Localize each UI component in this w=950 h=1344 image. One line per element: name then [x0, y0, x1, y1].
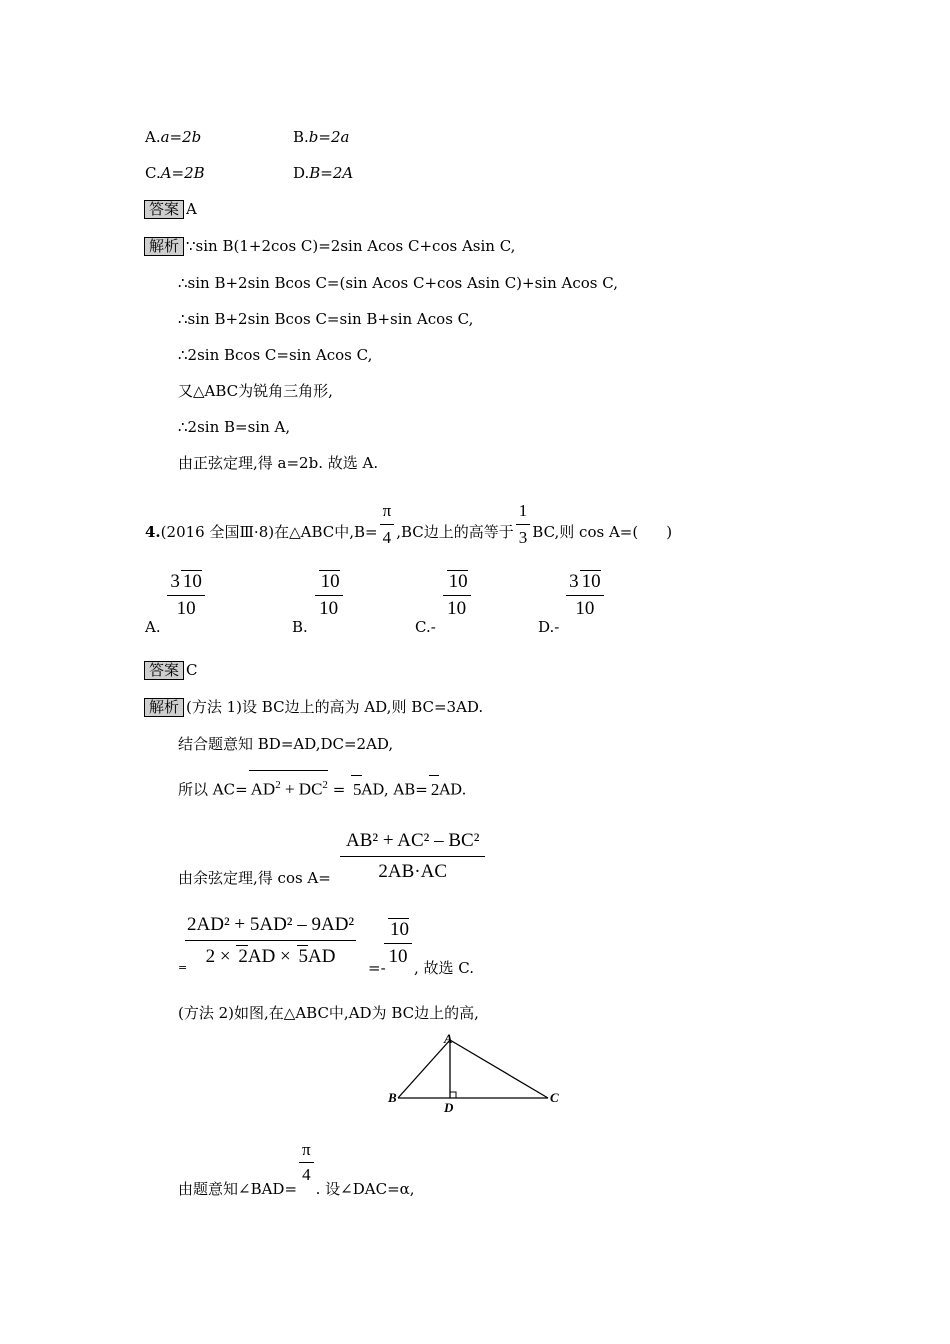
- q4-answer: 答案 C: [144, 660, 198, 680]
- q4-calc-result: $\frac{10}{10}$: [382, 918, 414, 968]
- q4-analysis-line-3: 所以 $AC= AD^2 + DC^2 = 5AD$, AB= 2AD.: [178, 770, 466, 804]
- q4-stem: 4.(2016 全国Ⅲ·8)在△ABC中,B= $\frac{\pi}{4}$ ,BC边上的高等于 $\frac{1}{3}$ BC,则 cos A=( ): [145, 501, 673, 547]
- q3-option-d: D.B=2A: [293, 164, 354, 182]
- q4-option-a: A. $\frac{3 10}{10}$: [145, 570, 207, 636]
- q4-calc-eq2: =-: [368, 959, 386, 977]
- q4-option-b: B. $\frac{10}{10}$: [292, 570, 345, 636]
- q4-calc-eq: =: [178, 961, 188, 974]
- answer-tag: 答案: [144, 661, 184, 680]
- q4-analysis-line-2: 结合题意知 BD=AD,DC=2AD,: [178, 735, 394, 753]
- q3-analysis-line-4: ∴2sin Bcos C=sin Acos C,: [178, 346, 373, 364]
- side-ab: [398, 1040, 450, 1098]
- q4-calc-end: , 故选 C.: [414, 959, 475, 977]
- q3-analysis-line-2: ∴sin B+2sin Bcos C=(sin Acos C+cos Asin C)+sin Acos C,: [178, 274, 618, 292]
- vertex-d-label: D: [444, 1100, 454, 1115]
- q4-method2: (方法 2)如图,在△ABC中,AD为 BC边上的高,: [178, 1004, 479, 1022]
- q3-analysis-line-5: 又△ABC为锐角三角形,: [178, 382, 333, 400]
- q3-option-a: A.a=2b: [145, 128, 202, 146]
- analysis-tag: 解析: [144, 698, 184, 717]
- q4-cosine-fraction: $\frac{\text{AB² + AC² – BC²}}{2AB\cdot AC}$: [338, 830, 487, 883]
- q3-option-c: C.A=2B: [145, 164, 205, 182]
- vertex-a-label: A: [444, 1031, 453, 1046]
- side-ac: [450, 1040, 548, 1098]
- q4-cosine-prefix: 由余弦定理,得 cos A=: [178, 869, 331, 887]
- q4-last-line: 由题意知∠BAD= $\frac{\pi}{4}$ . 设∠DAC=α,: [178, 1140, 415, 1198]
- q4-option-d: D.- $\frac{3 10}{10}$: [538, 570, 606, 636]
- q3-answer: 答案 A: [144, 199, 197, 219]
- triangle-figure: [380, 1028, 570, 1118]
- q3-option-b: B.b=2a: [293, 128, 350, 146]
- vertex-c-label: C: [550, 1090, 559, 1105]
- q4-calc-fraction: $\frac{\text{2AD² + 5AD² – 9AD²}}{2 \times 2AD \times 5AD}$: [187, 914, 355, 967]
- triangle-svg: [380, 1028, 570, 1118]
- q3-analysis-line-6: ∴2sin B=sin A,: [178, 418, 291, 436]
- q4-option-c: C.- $\frac{10}{10}$: [415, 570, 473, 636]
- q3-analysis-line-3: ∴sin B+2sin Bcos C=sin B+sin Acos C,: [178, 310, 474, 328]
- q3-analysis-line-1: 解析 ∵sin B(1+2cos C)=2sin Acos C+cos Asin C,: [144, 236, 515, 256]
- vertex-b-label: B: [388, 1090, 397, 1105]
- analysis-tag: 解析: [144, 237, 184, 256]
- q4-fraction-1-3: $\frac{1}{3}$: [516, 500, 531, 549]
- q3-analysis-line-7: 由正弦定理,得 a=2b. 故选 A.: [178, 454, 379, 472]
- right-angle-mark: [450, 1092, 456, 1098]
- q4-analysis-method1: 解析 (方法 1)设 BC边上的高为 AD,则 BC=3AD.: [144, 697, 483, 717]
- q4-fraction-pi-4: $\frac{\pi}{4}$: [380, 500, 395, 549]
- answer-tag: 答案: [144, 200, 184, 219]
